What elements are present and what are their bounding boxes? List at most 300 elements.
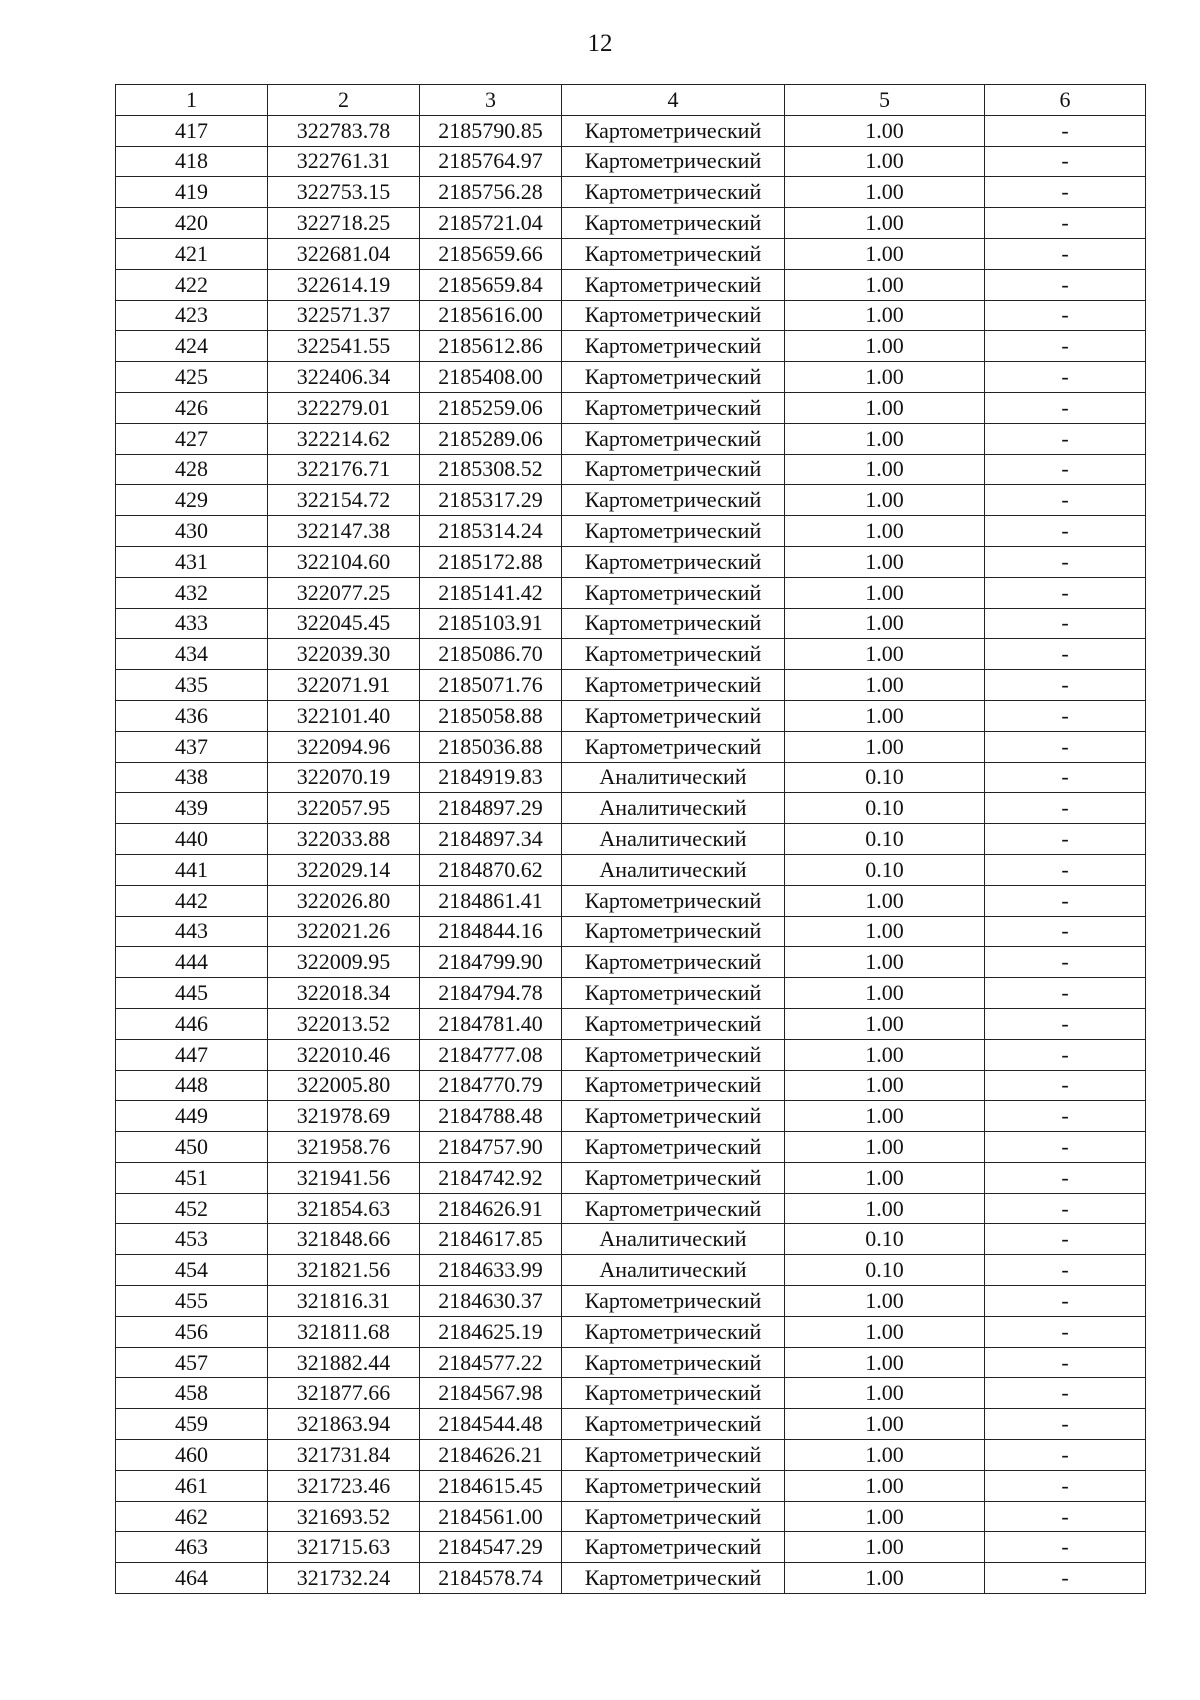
column-header: 5 xyxy=(785,85,985,116)
accuracy-cell: 0.10 xyxy=(785,1224,985,1255)
point-number-cell: 427 xyxy=(116,423,268,454)
note-cell: - xyxy=(985,1532,1146,1563)
method-cell: Картометрический xyxy=(562,485,785,516)
point-number-cell: 452 xyxy=(116,1193,268,1224)
point-number-cell: 458 xyxy=(116,1378,268,1409)
point-number-cell: 436 xyxy=(116,700,268,731)
method-cell: Картометрический xyxy=(562,1409,785,1440)
y-coordinate-cell: 2185764.97 xyxy=(420,146,562,177)
x-coordinate-cell: 321723.46 xyxy=(268,1470,420,1501)
accuracy-cell: 1.00 xyxy=(785,454,985,485)
x-coordinate-cell: 322406.34 xyxy=(268,362,420,393)
x-coordinate-cell: 322071.91 xyxy=(268,670,420,701)
table-row xyxy=(116,1409,1146,1440)
accuracy-cell: 1.00 xyxy=(785,423,985,454)
note-cell: - xyxy=(985,1440,1146,1471)
x-coordinate-cell: 322021.26 xyxy=(268,916,420,947)
table-row xyxy=(116,1162,1146,1193)
method-cell: Аналитический xyxy=(562,1224,785,1255)
x-coordinate-cell: 322070.19 xyxy=(268,762,420,793)
note-cell: - xyxy=(985,423,1146,454)
point-number-cell: 443 xyxy=(116,916,268,947)
method-cell: Картометрический xyxy=(562,177,785,208)
method-cell: Аналитический xyxy=(562,854,785,885)
point-number-cell: 433 xyxy=(116,608,268,639)
table-row xyxy=(116,670,1146,701)
y-coordinate-cell: 2184897.34 xyxy=(420,824,562,855)
column-header: 6 xyxy=(985,85,1146,116)
y-coordinate-cell: 2185172.88 xyxy=(420,546,562,577)
method-cell: Картометрический xyxy=(562,392,785,423)
y-coordinate-cell: 2185616.00 xyxy=(420,300,562,331)
accuracy-cell: 1.00 xyxy=(785,485,985,516)
x-coordinate-cell: 322614.19 xyxy=(268,269,420,300)
note-cell: - xyxy=(985,700,1146,731)
table-row xyxy=(116,1563,1146,1594)
point-number-cell: 418 xyxy=(116,146,268,177)
column-header: 2 xyxy=(268,85,420,116)
y-coordinate-cell: 2184626.21 xyxy=(420,1440,562,1471)
x-coordinate-cell: 322045.45 xyxy=(268,608,420,639)
point-number-cell: 451 xyxy=(116,1162,268,1193)
table-body xyxy=(116,115,1146,1593)
point-number-cell: 435 xyxy=(116,670,268,701)
method-cell: Картометрический xyxy=(562,516,785,547)
note-cell: - xyxy=(985,1132,1146,1163)
method-cell: Картометрический xyxy=(562,208,785,239)
note-cell: - xyxy=(985,762,1146,793)
method-cell: Аналитический xyxy=(562,793,785,824)
accuracy-cell: 1.00 xyxy=(785,1008,985,1039)
point-number-cell: 448 xyxy=(116,1070,268,1101)
point-number-cell: 460 xyxy=(116,1440,268,1471)
x-coordinate-cell: 321732.24 xyxy=(268,1563,420,1594)
point-number-cell: 440 xyxy=(116,824,268,855)
y-coordinate-cell: 2184742.92 xyxy=(420,1162,562,1193)
table-row xyxy=(116,639,1146,670)
accuracy-cell: 1.00 xyxy=(785,362,985,393)
x-coordinate-cell: 321715.63 xyxy=(268,1532,420,1563)
accuracy-cell: 1.00 xyxy=(785,177,985,208)
point-number-cell: 456 xyxy=(116,1316,268,1347)
x-coordinate-cell: 322026.80 xyxy=(268,885,420,916)
table-row xyxy=(116,731,1146,762)
note-cell: - xyxy=(985,639,1146,670)
table-row xyxy=(116,208,1146,239)
y-coordinate-cell: 2185314.24 xyxy=(420,516,562,547)
method-cell: Картометрический xyxy=(562,978,785,1009)
table-row xyxy=(116,978,1146,1009)
table-row xyxy=(116,392,1146,423)
method-cell: Картометрический xyxy=(562,1470,785,1501)
table-row xyxy=(116,1132,1146,1163)
table-row xyxy=(116,608,1146,639)
note-cell: - xyxy=(985,300,1146,331)
x-coordinate-cell: 322029.14 xyxy=(268,854,420,885)
accuracy-cell: 1.00 xyxy=(785,700,985,731)
y-coordinate-cell: 2185317.29 xyxy=(420,485,562,516)
table-header-row xyxy=(116,85,1146,116)
y-coordinate-cell: 2184617.85 xyxy=(420,1224,562,1255)
table-row xyxy=(116,577,1146,608)
accuracy-cell: 1.00 xyxy=(785,208,985,239)
column-header: 4 xyxy=(562,85,785,116)
method-cell: Картометрический xyxy=(562,1440,785,1471)
method-cell: Картометрический xyxy=(562,146,785,177)
note-cell: - xyxy=(985,670,1146,701)
note-cell: - xyxy=(985,546,1146,577)
y-coordinate-cell: 2184799.90 xyxy=(420,947,562,978)
y-coordinate-cell: 2184633.99 xyxy=(420,1255,562,1286)
page-number: 12 xyxy=(587,30,613,57)
method-cell: Картометрический xyxy=(562,1008,785,1039)
x-coordinate-cell: 321821.56 xyxy=(268,1255,420,1286)
method-cell: Картометрический xyxy=(562,700,785,731)
y-coordinate-cell: 2185086.70 xyxy=(420,639,562,670)
table-row xyxy=(116,300,1146,331)
table-row xyxy=(116,793,1146,824)
point-number-cell: 439 xyxy=(116,793,268,824)
x-coordinate-cell: 322753.15 xyxy=(268,177,420,208)
column-header: 1 xyxy=(116,85,268,116)
y-coordinate-cell: 2184777.08 xyxy=(420,1039,562,1070)
method-cell: Картометрический xyxy=(562,454,785,485)
method-cell: Картометрический xyxy=(562,331,785,362)
note-cell: - xyxy=(985,1316,1146,1347)
table-row xyxy=(116,1532,1146,1563)
point-number-cell: 417 xyxy=(116,115,268,146)
point-number-cell: 444 xyxy=(116,947,268,978)
accuracy-cell: 0.10 xyxy=(785,762,985,793)
accuracy-cell: 1.00 xyxy=(785,146,985,177)
note-cell: - xyxy=(985,1347,1146,1378)
x-coordinate-cell: 322104.60 xyxy=(268,546,420,577)
y-coordinate-cell: 2184547.29 xyxy=(420,1532,562,1563)
note-cell: - xyxy=(985,854,1146,885)
x-coordinate-cell: 321882.44 xyxy=(268,1347,420,1378)
accuracy-cell: 1.00 xyxy=(785,1440,985,1471)
accuracy-cell: 1.00 xyxy=(785,731,985,762)
table-row xyxy=(116,1286,1146,1317)
method-cell: Картометрический xyxy=(562,115,785,146)
accuracy-cell: 1.00 xyxy=(785,639,985,670)
x-coordinate-cell: 322013.52 xyxy=(268,1008,420,1039)
x-coordinate-cell: 322761.31 xyxy=(268,146,420,177)
accuracy-cell: 1.00 xyxy=(785,1563,985,1594)
y-coordinate-cell: 2184844.16 xyxy=(420,916,562,947)
point-number-cell: 429 xyxy=(116,485,268,516)
table-row xyxy=(116,1070,1146,1101)
point-number-cell: 420 xyxy=(116,208,268,239)
method-cell: Картометрический xyxy=(562,1039,785,1070)
y-coordinate-cell: 2184577.22 xyxy=(420,1347,562,1378)
accuracy-cell: 1.00 xyxy=(785,1532,985,1563)
method-cell: Картометрический xyxy=(562,546,785,577)
point-number-cell: 422 xyxy=(116,269,268,300)
accuracy-cell: 1.00 xyxy=(785,608,985,639)
accuracy-cell: 1.00 xyxy=(785,1286,985,1317)
note-cell: - xyxy=(985,1224,1146,1255)
y-coordinate-cell: 2184919.83 xyxy=(420,762,562,793)
y-coordinate-cell: 2185659.66 xyxy=(420,238,562,269)
method-cell: Картометрический xyxy=(562,1162,785,1193)
table-row xyxy=(116,546,1146,577)
method-cell: Картометрический xyxy=(562,300,785,331)
x-coordinate-cell: 322176.71 xyxy=(268,454,420,485)
note-cell: - xyxy=(985,392,1146,423)
table-row xyxy=(116,762,1146,793)
accuracy-cell: 0.10 xyxy=(785,824,985,855)
accuracy-cell: 1.00 xyxy=(785,577,985,608)
y-coordinate-cell: 2185408.00 xyxy=(420,362,562,393)
accuracy-cell: 1.00 xyxy=(785,331,985,362)
point-number-cell: 457 xyxy=(116,1347,268,1378)
point-number-cell: 455 xyxy=(116,1286,268,1317)
note-cell: - xyxy=(985,485,1146,516)
table-row xyxy=(116,331,1146,362)
note-cell: - xyxy=(985,146,1146,177)
table-row xyxy=(116,454,1146,485)
accuracy-cell: 1.00 xyxy=(785,1132,985,1163)
accuracy-cell: 0.10 xyxy=(785,854,985,885)
note-cell: - xyxy=(985,916,1146,947)
note-cell: - xyxy=(985,1008,1146,1039)
note-cell: - xyxy=(985,115,1146,146)
y-coordinate-cell: 2185756.28 xyxy=(420,177,562,208)
point-number-cell: 449 xyxy=(116,1101,268,1132)
table-row xyxy=(116,1316,1146,1347)
method-cell: Картометрический xyxy=(562,1316,785,1347)
x-coordinate-cell: 322147.38 xyxy=(268,516,420,547)
x-coordinate-cell: 321811.68 xyxy=(268,1316,420,1347)
y-coordinate-cell: 2185790.85 xyxy=(420,115,562,146)
point-number-cell: 463 xyxy=(116,1532,268,1563)
accuracy-cell: 1.00 xyxy=(785,1378,985,1409)
method-cell: Картометрический xyxy=(562,1501,785,1532)
point-number-cell: 459 xyxy=(116,1409,268,1440)
method-cell: Картометрический xyxy=(562,947,785,978)
y-coordinate-cell: 2184781.40 xyxy=(420,1008,562,1039)
method-cell: Аналитический xyxy=(562,824,785,855)
note-cell: - xyxy=(985,1470,1146,1501)
table-row xyxy=(116,1440,1146,1471)
accuracy-cell: 1.00 xyxy=(785,392,985,423)
accuracy-cell: 1.00 xyxy=(785,1039,985,1070)
point-number-cell: 428 xyxy=(116,454,268,485)
x-coordinate-cell: 322009.95 xyxy=(268,947,420,978)
note-cell: - xyxy=(985,516,1146,547)
point-number-cell: 453 xyxy=(116,1224,268,1255)
y-coordinate-cell: 2185036.88 xyxy=(420,731,562,762)
table-row xyxy=(116,177,1146,208)
note-cell: - xyxy=(985,269,1146,300)
note-cell: - xyxy=(985,1162,1146,1193)
note-cell: - xyxy=(985,731,1146,762)
table-row xyxy=(116,1039,1146,1070)
method-cell: Картометрический xyxy=(562,1070,785,1101)
y-coordinate-cell: 2185721.04 xyxy=(420,208,562,239)
x-coordinate-cell: 322279.01 xyxy=(268,392,420,423)
y-coordinate-cell: 2185141.42 xyxy=(420,577,562,608)
note-cell: - xyxy=(985,577,1146,608)
accuracy-cell: 0.10 xyxy=(785,793,985,824)
point-number-cell: 431 xyxy=(116,546,268,577)
x-coordinate-cell: 322681.04 xyxy=(268,238,420,269)
method-cell: Картометрический xyxy=(562,1347,785,1378)
note-cell: - xyxy=(985,608,1146,639)
x-coordinate-cell: 321958.76 xyxy=(268,1132,420,1163)
x-coordinate-cell: 322541.55 xyxy=(268,331,420,362)
accuracy-cell: 1.00 xyxy=(785,115,985,146)
method-cell: Картометрический xyxy=(562,608,785,639)
table-row xyxy=(116,824,1146,855)
note-cell: - xyxy=(985,177,1146,208)
point-number-cell: 424 xyxy=(116,331,268,362)
point-number-cell: 430 xyxy=(116,516,268,547)
y-coordinate-cell: 2184897.29 xyxy=(420,793,562,824)
accuracy-cell: 1.00 xyxy=(785,1316,985,1347)
x-coordinate-cell: 322094.96 xyxy=(268,731,420,762)
method-cell: Картометрический xyxy=(562,269,785,300)
x-coordinate-cell: 322010.46 xyxy=(268,1039,420,1070)
method-cell: Аналитический xyxy=(562,762,785,793)
note-cell: - xyxy=(985,824,1146,855)
point-number-cell: 423 xyxy=(116,300,268,331)
column-header: 3 xyxy=(420,85,562,116)
table-row xyxy=(116,1255,1146,1286)
method-cell: Картометрический xyxy=(562,916,785,947)
note-cell: - xyxy=(985,1101,1146,1132)
x-coordinate-cell: 322783.78 xyxy=(268,115,420,146)
point-number-cell: 445 xyxy=(116,978,268,1009)
note-cell: - xyxy=(985,331,1146,362)
note-cell: - xyxy=(985,947,1146,978)
accuracy-cell: 1.00 xyxy=(785,947,985,978)
table-row xyxy=(116,115,1146,146)
accuracy-cell: 1.00 xyxy=(785,238,985,269)
method-cell: Картометрический xyxy=(562,362,785,393)
method-cell: Картометрический xyxy=(562,885,785,916)
x-coordinate-cell: 321816.31 xyxy=(268,1286,420,1317)
y-coordinate-cell: 2185103.91 xyxy=(420,608,562,639)
accuracy-cell: 1.00 xyxy=(785,1193,985,1224)
y-coordinate-cell: 2184757.90 xyxy=(420,1132,562,1163)
table-row xyxy=(116,423,1146,454)
x-coordinate-cell: 321877.66 xyxy=(268,1378,420,1409)
note-cell: - xyxy=(985,454,1146,485)
note-cell: - xyxy=(985,1378,1146,1409)
note-cell: - xyxy=(985,1409,1146,1440)
table-row xyxy=(116,1470,1146,1501)
table-row xyxy=(116,1224,1146,1255)
point-number-cell: 462 xyxy=(116,1501,268,1532)
y-coordinate-cell: 2184630.37 xyxy=(420,1286,562,1317)
method-cell: Картометрический xyxy=(562,1378,785,1409)
point-number-cell: 450 xyxy=(116,1132,268,1163)
y-coordinate-cell: 2184870.62 xyxy=(420,854,562,885)
table-row xyxy=(116,1347,1146,1378)
table-row xyxy=(116,362,1146,393)
x-coordinate-cell: 321941.56 xyxy=(268,1162,420,1193)
table-row xyxy=(116,1008,1146,1039)
y-coordinate-cell: 2184544.48 xyxy=(420,1409,562,1440)
x-coordinate-cell: 322154.72 xyxy=(268,485,420,516)
note-cell: - xyxy=(985,1501,1146,1532)
accuracy-cell: 1.00 xyxy=(785,1501,985,1532)
point-number-cell: 437 xyxy=(116,731,268,762)
note-cell: - xyxy=(985,1039,1146,1070)
accuracy-cell: 1.00 xyxy=(785,1101,985,1132)
x-coordinate-cell: 321863.94 xyxy=(268,1409,420,1440)
accuracy-cell: 1.00 xyxy=(785,885,985,916)
point-number-cell: 421 xyxy=(116,238,268,269)
method-cell: Аналитический xyxy=(562,1255,785,1286)
method-cell: Картометрический xyxy=(562,1563,785,1594)
point-number-cell: 442 xyxy=(116,885,268,916)
note-cell: - xyxy=(985,238,1146,269)
x-coordinate-cell: 322101.40 xyxy=(268,700,420,731)
note-cell: - xyxy=(985,208,1146,239)
point-number-cell: 441 xyxy=(116,854,268,885)
table-row xyxy=(116,885,1146,916)
accuracy-cell: 1.00 xyxy=(785,1409,985,1440)
y-coordinate-cell: 2185612.86 xyxy=(420,331,562,362)
table-row xyxy=(116,238,1146,269)
table-row xyxy=(116,916,1146,947)
point-number-cell: 447 xyxy=(116,1039,268,1070)
table-row xyxy=(116,1378,1146,1409)
accuracy-cell: 1.00 xyxy=(785,269,985,300)
y-coordinate-cell: 2184770.79 xyxy=(420,1070,562,1101)
note-cell: - xyxy=(985,1255,1146,1286)
y-coordinate-cell: 2184794.78 xyxy=(420,978,562,1009)
table-row xyxy=(116,700,1146,731)
note-cell: - xyxy=(985,885,1146,916)
x-coordinate-cell: 322077.25 xyxy=(268,577,420,608)
method-cell: Картометрический xyxy=(562,731,785,762)
accuracy-cell: 1.00 xyxy=(785,1470,985,1501)
y-coordinate-cell: 2185259.06 xyxy=(420,392,562,423)
table-row xyxy=(116,269,1146,300)
accuracy-cell: 1.00 xyxy=(785,916,985,947)
coordinates-table xyxy=(115,84,1146,1594)
point-number-cell: 426 xyxy=(116,392,268,423)
y-coordinate-cell: 2184861.41 xyxy=(420,885,562,916)
y-coordinate-cell: 2184561.00 xyxy=(420,1501,562,1532)
method-cell: Картометрический xyxy=(562,1132,785,1163)
accuracy-cell: 1.00 xyxy=(785,546,985,577)
note-cell: - xyxy=(985,793,1146,824)
y-coordinate-cell: 2185659.84 xyxy=(420,269,562,300)
x-coordinate-cell: 322718.25 xyxy=(268,208,420,239)
x-coordinate-cell: 321978.69 xyxy=(268,1101,420,1132)
x-coordinate-cell: 322039.30 xyxy=(268,639,420,670)
method-cell: Картометрический xyxy=(562,639,785,670)
table-row xyxy=(116,1501,1146,1532)
accuracy-cell: 1.00 xyxy=(785,1162,985,1193)
note-cell: - xyxy=(985,1563,1146,1594)
note-cell: - xyxy=(985,978,1146,1009)
accuracy-cell: 1.00 xyxy=(785,1070,985,1101)
y-coordinate-cell: 2184615.45 xyxy=(420,1470,562,1501)
accuracy-cell: 1.00 xyxy=(785,300,985,331)
point-number-cell: 425 xyxy=(116,362,268,393)
point-number-cell: 432 xyxy=(116,577,268,608)
accuracy-cell: 0.10 xyxy=(785,1255,985,1286)
method-cell: Картометрический xyxy=(562,1532,785,1563)
y-coordinate-cell: 2184567.98 xyxy=(420,1378,562,1409)
note-cell: - xyxy=(985,1286,1146,1317)
